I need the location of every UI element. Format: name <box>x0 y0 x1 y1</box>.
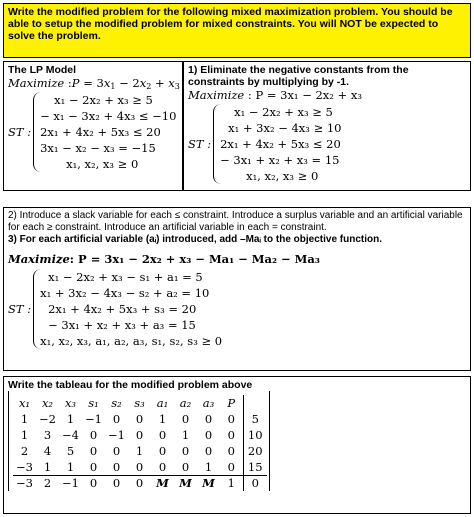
constraint-row: 2x₁ + 4x₂ + 5x₃ + s₃ = 20 <box>48 302 197 316</box>
instructions-text: Write the modified problem for the following mixed maximization problem. You should be able to setup the modified problem for mixed constraints. You will NOT be expected to solve the problem. <box>8 6 453 42</box>
step3-text: 3) For each artificial variable (aᵢ) introduced, add –Maᵢ to the objective function. <box>8 234 383 245</box>
tableau-header-cell: s₁ <box>88 396 99 410</box>
tableau-cell: 3 <box>43 428 52 442</box>
tableau-row <box>13 443 267 459</box>
tableau-cell: 0 <box>89 428 98 442</box>
constraint-row: x₁ − 2x₂ + x₃ − s₁ + a₁ = 5 <box>48 270 203 284</box>
lp-constraints <box>33 92 176 172</box>
tableau-cell: 1 <box>20 428 29 442</box>
constraint-row: 2x₁ + 4x₂ + 5x₃ ≤ 20 <box>40 125 161 139</box>
tableau-cell: −1 <box>85 412 102 426</box>
step1-panel <box>183 61 471 191</box>
tableau-cell: −3 <box>16 459 33 474</box>
tableau-cell: 0 <box>135 459 144 474</box>
lp-objective: Maximize :P = $3x_1 - 2x_2 + x_3$ <box>8 76 180 91</box>
tableau-cell: 1 <box>66 459 75 474</box>
tableau-cell: −3 <box>13 475 36 491</box>
step1-objective: Maximize : P = 3x₁ − 2x₂ + x₃ <box>188 88 362 102</box>
tableau-cell: 0 <box>128 475 151 491</box>
tableau-cell: 1 <box>204 459 213 474</box>
tableau-panel <box>3 376 471 514</box>
tableau-cell: 0 <box>112 459 121 474</box>
tableau-cell: 4 <box>43 444 52 458</box>
constraint-row: x₁, x₂, x₃ ≥ 0 <box>66 157 139 171</box>
objective-expr: $3x_1 - 2x_2 + x_3$ <box>96 76 180 91</box>
tableau-cell: 0 <box>227 444 235 458</box>
tableau-row <box>13 411 267 427</box>
tableau-cell: 0 <box>135 412 144 426</box>
tableau-cell: 1 <box>181 428 190 442</box>
tableau-cell: −2 <box>39 412 56 426</box>
tableau-cell: 2 <box>36 475 59 491</box>
tableau-cell: 0 <box>227 412 235 426</box>
tableau-cell: M <box>197 475 220 491</box>
st-label: ST : <box>188 137 212 151</box>
tableau-header-cell <box>243 395 267 411</box>
lp-model-panel <box>3 61 183 191</box>
tableau-cell: 0 <box>112 412 121 426</box>
tableau-header-cell: x₂ <box>41 396 54 410</box>
tableau-cell: 5 <box>243 411 267 427</box>
tableau-cell: 0 <box>105 475 128 491</box>
step2-text: 2) Introduce a slack variable for each ≤ constraint. Introduce a surplus variable and an artificial variable for each ≥ constraint. Introduce an artificial variable in each = constraint. <box>8 210 463 233</box>
modified-constraints <box>33 269 222 349</box>
tableau-cell: 5 <box>66 444 75 458</box>
tableau-cell: 0 <box>181 444 190 458</box>
tableau-header-cell: a₂ <box>179 396 192 410</box>
tableau-objective-row <box>13 475 267 491</box>
tableau-cell: 0 <box>158 459 167 474</box>
tableau-cell: 0 <box>158 428 167 442</box>
modified-problem-panel <box>3 207 471 371</box>
step1-title: 1) Eliminate the negative constants from the constraints by multiplying by -1. <box>188 64 409 88</box>
tableau-cell: 1 <box>135 444 144 458</box>
tableau-cell: 0 <box>227 459 235 474</box>
constraint-row: − 3x₁ + x₂ + x₃ + a₃ = 15 <box>48 318 196 332</box>
objective-sep: : <box>67 76 72 90</box>
objective-label: Maximize <box>8 76 65 90</box>
tableau-header-cell: a₁ <box>156 396 169 410</box>
constraint-row: x₁, x₂, x₃, a₁, a₂, a₃, s₁, s₂, s₃ ≥ 0 <box>40 334 223 348</box>
tableau-cell: 1 <box>20 412 29 426</box>
tableau-cell: 1 <box>66 412 75 426</box>
tableau-cell: −1 <box>59 475 82 491</box>
tableau-cell: 0 <box>181 412 190 426</box>
step1-objective-expr: P = 3x₁ − 2x₂ + x₃ <box>255 88 362 102</box>
tableau-header-cell: x₃ <box>64 396 77 410</box>
constraint-row: x₁ − 2x₂ + x₃ ≥ 5 <box>234 105 333 119</box>
tableau-row <box>13 427 267 443</box>
constraint-row: − x₁ − 3x₂ + 4x₃ ≤ −10 <box>40 109 177 123</box>
tableau-cell: 2 <box>20 444 29 458</box>
tableau-cell: 0 <box>135 428 144 442</box>
tableau-title: Write the tableau for the modified problem above <box>8 379 253 391</box>
tableau-cell: 0 <box>204 428 213 442</box>
modified-objective: Maximize: P = 3x₁ − 2x₂ + x₃ − Ma₁ − Ma₂ − Ma₃ <box>8 252 320 266</box>
tableau-cell: −4 <box>62 428 79 442</box>
constraint-row: 3x₁ − x₂ − x₃ = −15 <box>40 141 156 155</box>
tableau-cell: 0 <box>204 412 213 426</box>
tableau-cell: 0 <box>243 475 267 491</box>
constraint-row: 2x₁ + 4x₂ + 5x₃ ≤ 20 <box>220 137 341 151</box>
tableau-cell: −1 <box>108 428 125 442</box>
tableau-table <box>13 395 267 491</box>
tableau-header-cell: a₃ <box>202 396 215 410</box>
objective-lhs: P <box>71 76 80 90</box>
tableau-cell: 0 <box>204 444 213 458</box>
tableau-cell: 1 <box>158 412 167 426</box>
tableau-cell: 0 <box>181 459 190 474</box>
tableau-cell: 0 <box>112 444 121 458</box>
instructions-panel <box>3 3 471 58</box>
modified-objective-label: Maximize <box>8 252 70 266</box>
tableau-matrix <box>8 391 270 491</box>
st-label: ST : <box>8 302 32 316</box>
constraint-row: x₁ − 2x₂ + x₃ ≥ 5 <box>54 93 153 107</box>
tableau-cell: 20 <box>243 443 267 459</box>
tableau-cell: 0 <box>158 444 167 458</box>
constraint-row: x₁, x₂, x₃ ≥ 0 <box>246 169 319 183</box>
tableau-header-row <box>13 395 267 411</box>
tableau-cell: M <box>174 475 197 491</box>
tableau-cell: 0 <box>89 459 98 474</box>
st-label: ST : <box>8 125 32 139</box>
tableau-cell: 1 <box>220 475 243 491</box>
modified-objective-expr: P = 3x₁ − 2x₂ + x₃ − Ma₁ − Ma₂ − Ma₃ <box>78 252 320 266</box>
tableau-header-cell: x₁ <box>18 396 31 410</box>
step1-objective-label: Maximize <box>188 88 245 102</box>
tableau-header-cell: s₂ <box>111 396 122 410</box>
constraint-row: − 3x₁ + x₂ + x₃ = 15 <box>220 153 340 167</box>
tableau-cell: M <box>151 475 174 491</box>
tableau-cell: 0 <box>89 444 98 458</box>
tableau-cell: 0 <box>82 475 105 491</box>
tableau-header-cell: P <box>227 396 236 410</box>
tableau-cell: 15 <box>243 459 267 475</box>
constraint-row: x₁ + 3x₂ − 4x₃ − s₂ + a₂ = 10 <box>40 286 210 300</box>
tableau-header-cell: s₃ <box>134 396 145 410</box>
step1-constraints <box>213 104 341 184</box>
constraint-row: x₁ + 3x₂ − 4x₃ ≥ 10 <box>228 121 342 135</box>
tableau-cell: 10 <box>243 427 267 443</box>
lp-model-title: The LP Model <box>8 64 77 76</box>
tableau-row <box>13 459 267 475</box>
tableau-cell: 0 <box>227 428 235 442</box>
tableau-cell: 1 <box>43 459 52 474</box>
